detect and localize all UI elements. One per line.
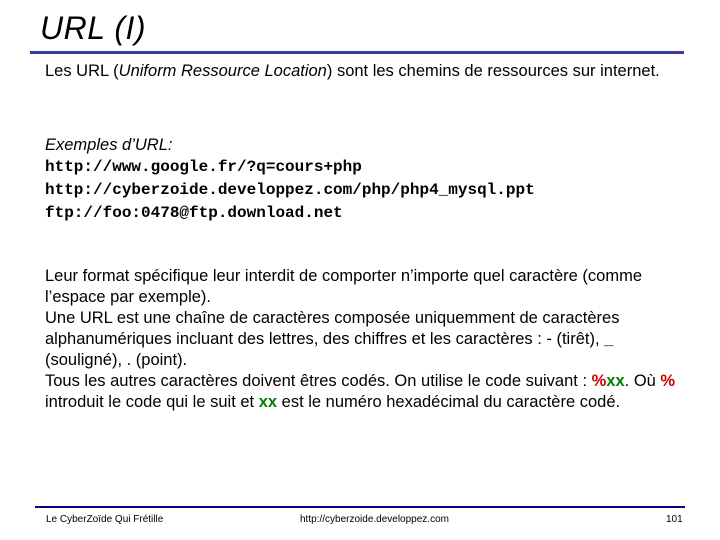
- format-line-3-mid2: introduit le code qui le suit et: [45, 393, 259, 411]
- footer-author: Le CyberZoïde Qui Frétille: [46, 514, 164, 525]
- format-line-3-end: est le numéro hexadécimal du caractère codé.: [277, 393, 621, 411]
- format-paragraph: [45, 266, 685, 413]
- examples-block: [45, 135, 685, 225]
- format-line-2-suffix: (souligné), . (point).: [45, 351, 188, 369]
- format-line-1: Leur format spécifique leur interdit de comporter n’importe quel caractère (comme l’espace par exemple).: [45, 267, 643, 306]
- footer-divider: [35, 506, 685, 508]
- underscore-char: _: [604, 330, 614, 348]
- footer-url: http://cyberzoide.developpez.com: [300, 514, 449, 525]
- intro-suffix: ) sont les chemins de ressources sur internet.: [326, 62, 660, 80]
- format-line-3-mid1: . Où: [624, 372, 661, 390]
- code-xx: xx: [606, 372, 625, 390]
- format-line-2-prefix: Une URL est une chaîne de caractères composée uniquemment de caractères alphanumériques incluant des lettres, des chiffres et les caractères : - (tirêt),: [45, 309, 620, 348]
- format-line-2: [45, 308, 685, 371]
- intro-prefix: Les URL (: [45, 62, 119, 80]
- percent-marker: %: [660, 372, 676, 390]
- intro-paragraph: [45, 61, 685, 82]
- intro-term: Uniform Ressource Location: [118, 62, 327, 80]
- xx-marker: xx: [258, 393, 278, 411]
- example-url: ftp://foo:0478@ftp.download.net: [45, 204, 343, 222]
- example-url: http://cyberzoide.developpez.com/php/php4_mysql.ppt: [45, 181, 535, 199]
- slide-title: URL (I): [40, 10, 147, 46]
- page-number: 101: [666, 514, 683, 525]
- examples-label: Exemples d’URL:: [45, 136, 173, 154]
- example-url: http://www.google.fr/?q=cours+php: [45, 158, 362, 176]
- code-percent: %: [591, 372, 607, 390]
- format-line-3: [45, 371, 685, 413]
- format-line-3-prefix: Tous les autres caractères doivent êtres codés. On utilise le code suivant :: [45, 372, 592, 390]
- title-divider: [30, 51, 684, 54]
